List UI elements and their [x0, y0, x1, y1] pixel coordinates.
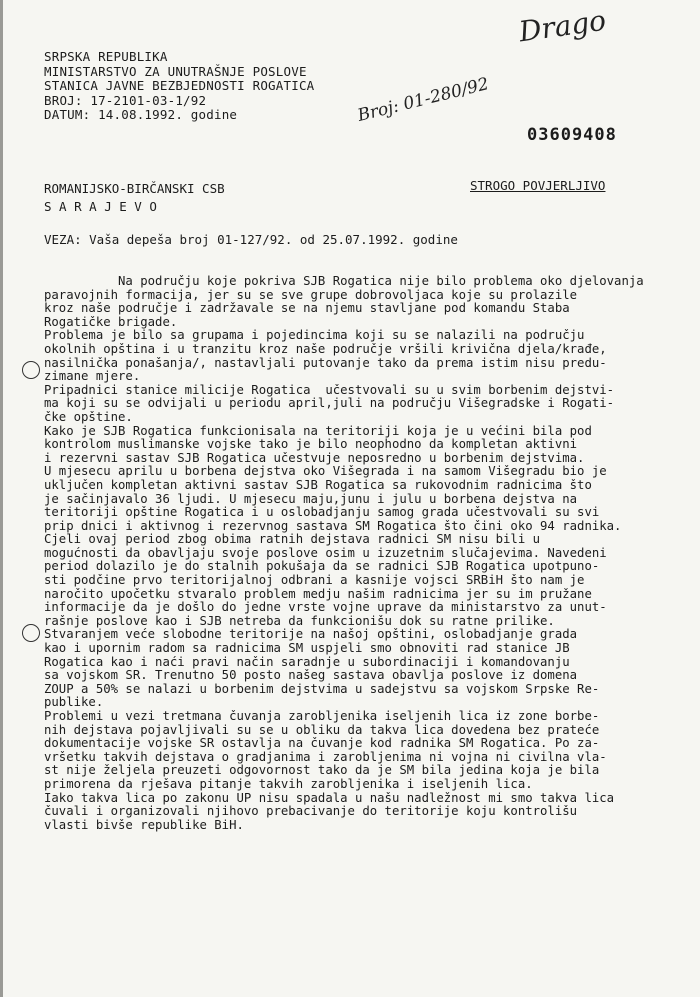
body-line: st nije željela preuzeti odgovornost tako da je SM bila jedina koja je bila — [44, 764, 600, 778]
recipient-line: ROMANIJSKO-BIRČANSKI CSB — [44, 181, 225, 196]
body-line: i rezervni sastav SJB Rogatica učestvuje neposredno u borbenim dejstvima. — [44, 451, 585, 465]
scan-edge — [0, 0, 3, 997]
body-line: Problemi u vezi tretmana čuvanja zarobljenika iseljenih lica iz zone borbe- — [44, 710, 600, 723]
body-line: kao i upornim radom sa radnicima SM uspjeli smo obnoviti rad stanice JB — [44, 642, 570, 656]
body-line: prip dnici i aktivnog i rezervnog sastava SM Rogatica što čini oko 94 radnika. — [44, 519, 622, 533]
body-line: paravojnih formacija, jer su se sve grupe dobrovoljaca koje su prolazile — [44, 288, 578, 302]
body-line: nasilnička ponašanja/, nastavljali putovanje tako da prema istim nisu predu- — [44, 356, 607, 370]
body-line: U mjesecu aprilu u borbena dejstva oko Višegrada i na samom Višegradu bio je — [44, 465, 607, 479]
letterhead-line: MINISTARSTVO ZA UNUTRAŠNJE POSLOVE — [44, 63, 307, 79]
punch-hole — [22, 624, 40, 642]
body-line: kroz naše područje i zadržavale se na njemu stavljane pod komandu Štaba — [44, 302, 570, 316]
body-line: mogućnosti da obavljaju svoje poslove osim u izuzetnim slučajevima. Navedeni — [44, 546, 607, 560]
body-line: Stvaranjem veće slobodne teritorije na našoj opštini, oslobadjanje grada — [44, 628, 578, 642]
classification-label: STROGO POVJERLJIVO — [470, 178, 606, 193]
body-line: sa vojskom SR. Trenutno 50 posto našeg sastava obavlja poslove iz domena — [44, 669, 578, 683]
letterhead-line: BROJ: 17-2101-03-1/92 — [44, 92, 207, 108]
letter-body — [44, 275, 694, 832]
body-line: čuvali i organizovali njihovo prebacivanje do teritorije koju kontrolišu — [44, 805, 578, 819]
body-line: Problema je bilo sa grupama i pojedincima koji su se nalazili na području — [44, 329, 585, 343]
body-line: vlasti bivše republike BiH. — [44, 818, 244, 832]
body-line: sti podčine prvo teritorijalnoj odbrani a kasnije vojsci SRBiH što nam je — [44, 574, 585, 588]
handwritten-reference-note: Broj: 01-280/92 — [355, 74, 491, 126]
body-line: Pripadnici stanice milicije Rogatica učestvovali su u svim borbenim dejstvi- — [44, 383, 615, 397]
body-line: nih dejstava pojavljivali su se u obliku da takva lica dovedena bez prateće — [44, 723, 600, 737]
document-number: 03609408 — [527, 125, 617, 145]
letterhead — [44, 50, 314, 123]
body-line: okolnih opština i u tranzitu kroz naše područje vršili krivična djela/krađe, — [44, 342, 607, 356]
body-line: ma koji su se odvijali u periodu april,juli na području Višegradske i Rogati- — [44, 397, 615, 411]
body-line: informacije da je došlo do jedne vrste vojne uprave da ministarstvo za unut- — [44, 601, 607, 615]
body-line: Iako takva lica po zakonu UP nisu spadala u našu nadležnost mi smo takva lica — [44, 791, 615, 805]
body-line: teritoriji opštine Rogatica i u oslobadjanju samog grada učestvovali su svi — [44, 506, 600, 520]
body-line: Rogatičke brigade. — [44, 315, 178, 329]
handwritten-signature: Drago — [516, 3, 608, 49]
body-line: ZOUP a 50% se nalazi u borbenim dejstvima u sadejstvu sa vojskom Srpske Re- — [44, 682, 600, 696]
body-line: vršetku takvih dejstava o gradjanima i zarobljenima ni vojna ni civilna vla- — [44, 750, 607, 764]
body-line: kontrolom muslimanske vojske tako je bilo neophodno da kompletan aktivni — [44, 438, 578, 452]
body-line: publike. — [44, 696, 104, 710]
body-line: Cjeli ovaj period zbog obima ratnih dejstava radnici SM nisu bili u — [44, 533, 541, 547]
recipient-block — [44, 180, 225, 216]
body-line: primorena da rješava pitanje takvih zarobljenika i iseljenih lica. — [44, 777, 533, 791]
body-line: period dolazilo je do stalnih pokušaja da se radnici SJB Rogatica upotpuno- — [44, 560, 600, 574]
body-line: čke opštine. — [44, 410, 133, 424]
letterhead-line: DATUM: 14.08.1992. godine — [44, 107, 238, 122]
body-line: rašnje poslove kao i SJB netreba da funkcionišu dok su ratne prilike. — [44, 614, 555, 628]
punch-hole — [22, 361, 40, 379]
reference-line: VEZA: Vaša depeša broj 01-127/92. od 25.07.1992. godine — [44, 232, 458, 247]
letterhead-line: SRPSKA REPUBLIKA — [44, 49, 168, 64]
body-line: Kako je SJB Rogatica funkcionisala na teritoriji koja je u većini bila pod — [44, 424, 592, 438]
body-line: uključen kompletan aktivni sastav SJB Rogatica sa rukovodnim radnicima što — [44, 478, 592, 492]
body-line: Rogatica kao i naći pravi način saradnje u subordinaciji i komandovanju — [44, 655, 570, 669]
letterhead-line: STANICA JAVNE BEZBJEDNOSTI ROGATICA — [44, 78, 315, 93]
body-line: dokumentacije vojske SR ostavlja na čuvanje kod radnika SM Rogatica. Po za- — [44, 737, 600, 751]
recipient-line: S A R A J E V O — [44, 199, 157, 214]
body-line: Na području koje pokriva SJB Rogatica nije bilo problema oko djelovanja — [44, 275, 644, 288]
body-line: je sačinjavalo 36 ljudi. U mjesecu maju,junu i julu u borbena dejstva na — [44, 492, 578, 506]
body-line: naročito upočetku stvaralo problem medju našim radnicima jer su im pružane — [44, 587, 592, 601]
body-line: zimane mjere. — [44, 370, 141, 384]
